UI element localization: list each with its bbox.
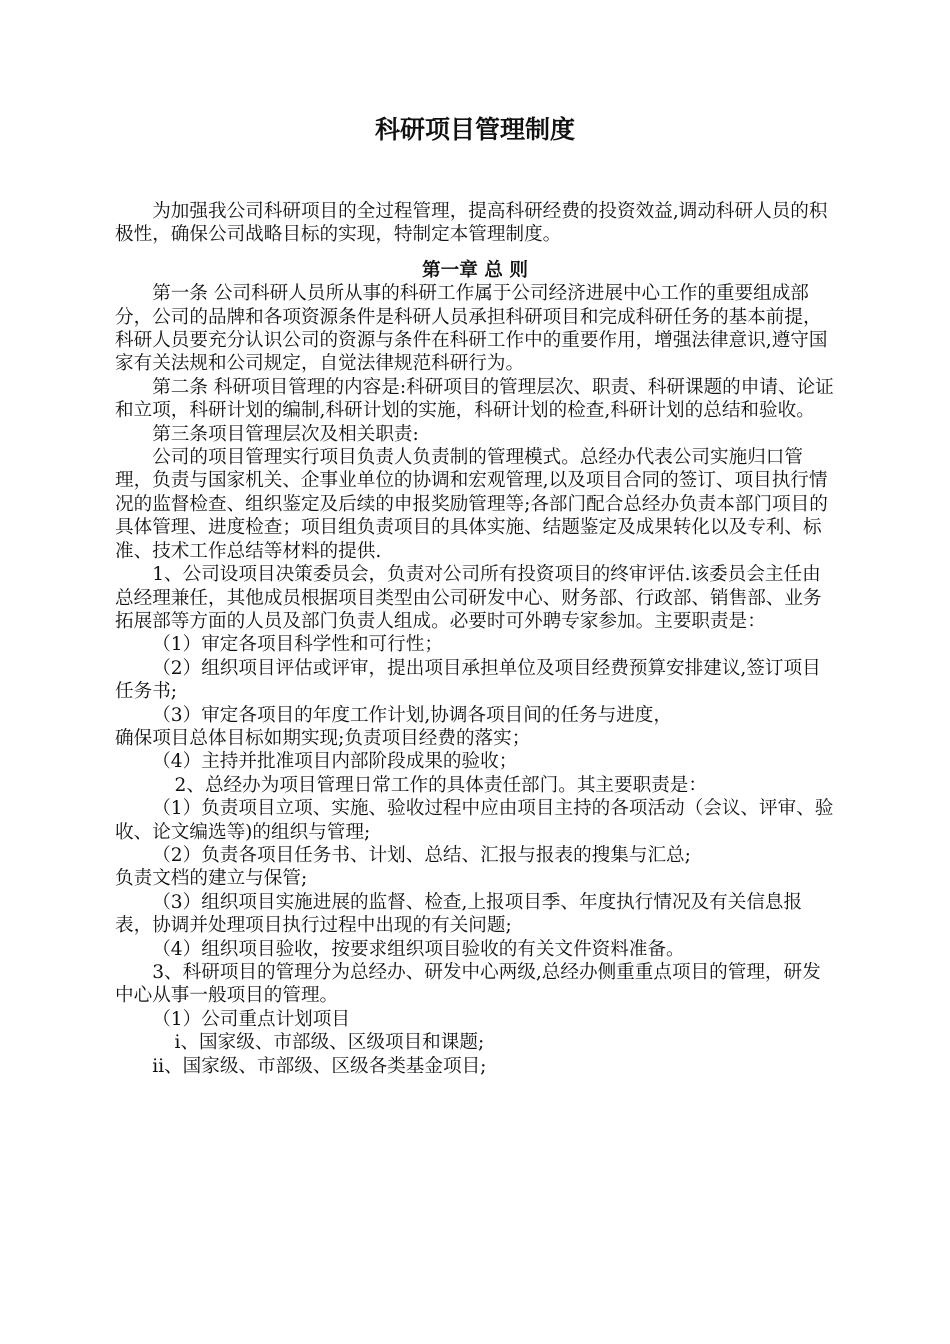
list-item: （4）组织项目验收，按要求组织项目验收的有关文件资料准备。	[152, 938, 685, 960]
article-1: 第一条 公司科研人员所从事的科研工作属于公司经济进展中心工作的重要组成部分，公司的品牌和各项资源条件是科研人员承担科研项目和完成科研任务的基本前提，科研人员要充分认识公司的资源与条件在科研工作中的重要作用，增强法律意识,遵守国家有关法规和公司规定，自觉法律规范科研行为。	[115, 283, 828, 375]
list-item: （1）公司重点计划项目	[152, 1008, 350, 1030]
paragraph-decision-committee: 1、公司设项目决策委员会，负责对公司所有投资项目的终审评估.该委员会主任由总经理兼任，其他成员根据项目类型由公司研发中心、财务部、行政部、销售部、业务拓展部等方面的人员及部门负责人组成。必要时可外聘专家参加。主要职责是：	[115, 564, 822, 632]
list-item: （2）组织项目评估或评审，提出项目承担单位及项目经费预算安排建议,签订项目任务书;	[115, 657, 821, 703]
list-item: ⅱ、国家级、市部级、区级各类基金项目;	[152, 1055, 487, 1077]
list-item-continuation: 负责文档的建立与保管;	[115, 868, 308, 890]
paragraph-two-level-management: 3、科研项目的管理分为总经办、研发中心两级,总经办侧重重点项目的管理，研发中心从事一般项目的管理。	[115, 962, 821, 1007]
list-item: （4）主持并批准项目内部阶段成果的验收；	[152, 751, 518, 773]
paragraph-management-mode: 公司的项目管理实行项目负责人负责制的管理模式。总经办代表公司实施归口管理，负责与国家机关、企事业单位的协调和宏观管理,以及项目合同的签订、项目执行情况的监督检查、组织鉴定及后续的申报奖励管理等;各部门配合总经办负责本部门项目的具体管理、进度检查；项目组负责项目的具体实施、结题鉴定及成果转化以及专利、标准、技术工作总结等材料的提供.	[115, 447, 828, 562]
chapter-heading: 第一章 总 则	[422, 259, 528, 281]
list-item: （3）组织项目实施进展的监督、检查,上报项目季、年度执行情况及有关信息报表，协调并处理项目执行过程中出现的有关问题;	[115, 891, 803, 937]
article-2: 第二条 科研项目管理的内容是:科研项目的管理层次、职责、科研课题的申请、论证和立项，科研计划的编制,科研计划的实施，科研计划的检查,科研计划的总结和验收。	[115, 376, 834, 422]
list-item: （3）审定各项目的年度工作计划,协调各项目间的任务与进度，	[152, 704, 672, 726]
intro-paragraph: 为加强我公司科研项目的全过程管理，提高科研经费的投资效益,调动科研人员的积极性，确保公司战略目标的实现，特制定本管理制度。	[115, 201, 828, 246]
list-item-continuation: 确保项目总体目标如期实现;负责项目经费的落实；	[115, 727, 531, 749]
paragraph-general-office: 2、总经办为项目管理日常工作的具体责任部门。其主要职责是：	[174, 774, 707, 796]
list-item: （2）负责各项目任务书、计划、总结、汇报与报表的搜集与汇总;	[152, 844, 691, 866]
document-title: 科研项目管理制度	[374, 115, 575, 144]
list-item: ⅰ、国家级、市部级、区级项目和课题;	[174, 1032, 485, 1054]
document-body	[115, 200, 835, 1078]
article-3: 第三条项目管理层次及相关职责:	[152, 423, 419, 445]
list-item: （1）负责项目立项、实施、验收过程中应由项目主持的各项活动（会议、评审、验收、论文编选等)的组织与管理;	[115, 798, 834, 843]
list-item: （1）审定各项目科学性和可行性；	[152, 634, 443, 656]
